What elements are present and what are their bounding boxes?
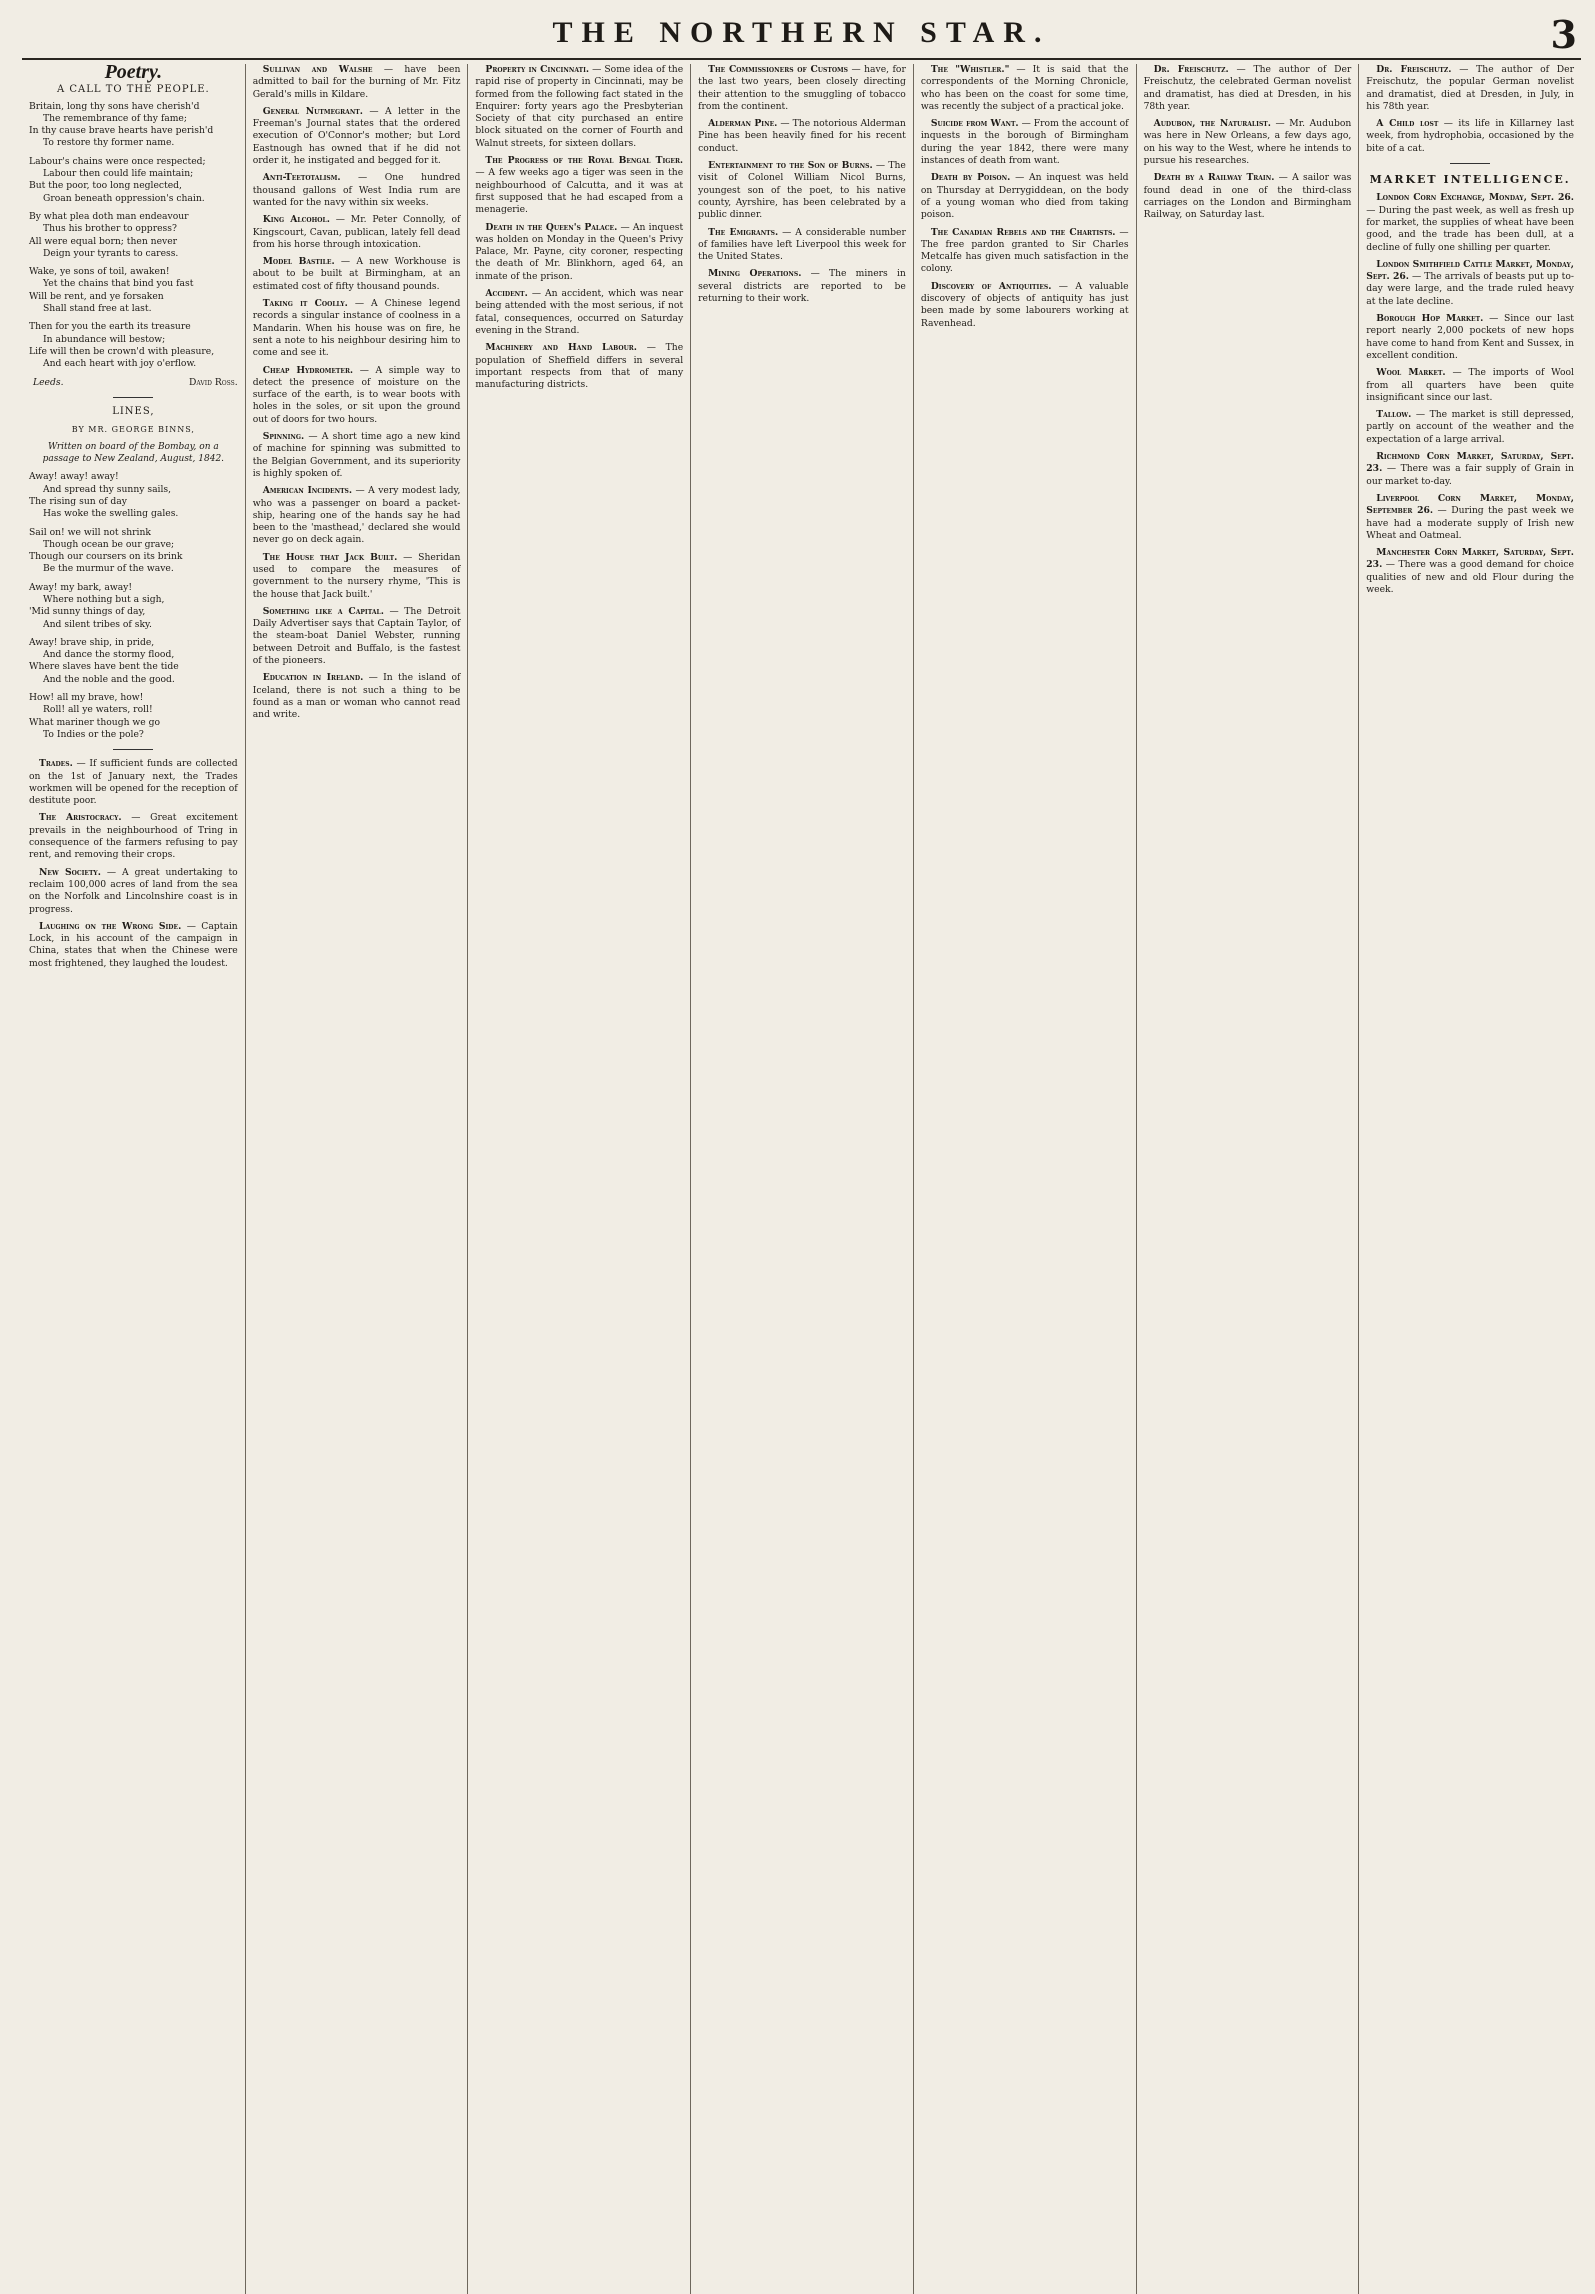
poem-line: By what plea doth man endeavour (29, 210, 189, 222)
poem-line: Then for you the earth its treasure (29, 321, 191, 333)
poem-line: Though our coursers on its brink (29, 551, 183, 563)
article-heading: The Aristocracy. (39, 812, 122, 824)
article-heading: Audubon, the Naturalist. (1153, 118, 1271, 130)
article-heading: Death in the Queen's Palace. (485, 221, 618, 233)
article-heading: Laughing on the Wrong Side. (39, 920, 182, 932)
poem-line: To Indies or the pole? (43, 728, 144, 740)
article-heading: Death by a Railway Train. (1153, 172, 1275, 184)
article-paragraph (253, 214, 461, 251)
article-heading: King Alcohol. (262, 214, 330, 226)
column-5 (913, 64, 1136, 2294)
article-text: — A new Workhouse is about to be built at Birmingham, at an estimated cost of fifty thousand pounds. (252, 256, 461, 292)
poem-line: Life will then be crown'd with pleasure, (29, 345, 215, 357)
article-heading: Education in Ireland. (262, 672, 364, 684)
article-text: — A very modest lady, who was a passenger on board a packet-ship, hearing one of the hands say he had been to the 'masthead,' declared she would never go on deck again. (252, 485, 461, 546)
article-heading: The Canadian Rebels and the Chartists. (930, 226, 1116, 238)
article-text: — It is said that the correspondents of the Morning Chronicle, who has been on the coast for some time, was recently the subject of a practical joke. (920, 64, 1129, 112)
article-paragraph (698, 227, 906, 264)
market-paragraphs (1366, 192, 1574, 596)
article-text: — A letter in the Freeman's Journal states that the ordered execution of O'Connor's mother; but Lord Eastnough has owned that if he did not order it, he instigated and begged for it. (252, 105, 461, 167)
article-heading: London Corn Exchange, Monday, Sept. 26. (1376, 192, 1574, 204)
article-paragraph (475, 222, 683, 283)
article-paragraph (1144, 64, 1352, 113)
article-paragraph (475, 288, 683, 337)
poem-line: The remembrance of thy fame; (43, 112, 187, 124)
article-heading: Borough Hop Market. (1376, 313, 1484, 325)
article-heading: Suicide from Want. (930, 118, 1019, 130)
article-heading: Accident. (485, 288, 528, 300)
article-heading: The "Whistler." (930, 64, 1010, 75)
article-heading: Tallow. (1376, 409, 1412, 421)
article-heading: The Emigrants. (708, 226, 779, 238)
article-paragraph (253, 672, 461, 721)
article-paragraph (475, 342, 683, 391)
poem-place: Leeds. (33, 376, 64, 388)
article-paragraph (1366, 451, 1574, 488)
article-heading: London Smithfield Cattle Market, Monday, Sept. 26. (1366, 258, 1574, 283)
poem-line: How! all my brave, how! (29, 692, 144, 704)
column-3 (467, 64, 690, 2294)
article-text: — A short time ago a new kind of machine for spinning was submitted to the Belgian Government, and its superiority is highly spoken of. (252, 431, 461, 479)
column-1 (22, 64, 245, 2294)
article-paragraph (698, 118, 906, 155)
article-text: — An inquest was held on Thursday at Derrygiddean, on the body of a young woman who died from taking poison. (920, 172, 1129, 221)
article-heading: The Commissioners of Customs (708, 64, 849, 75)
article-text: — have been admitted to bail for the burning of Mr. Fitz Gerald's mills in Kildare. (252, 64, 461, 100)
article-heading: Trades. (39, 758, 73, 770)
article-heading: American Incidents. (262, 485, 353, 497)
article-text: — One hundred thousand gallons of West India rum are wanted for the navy within six weeks. (252, 172, 461, 208)
article-paragraph (253, 365, 461, 426)
article-heading: Death by Poison. (930, 172, 1011, 184)
masthead (22, 10, 1581, 58)
article-paragraph (921, 227, 1129, 276)
article-text: — The market is still depressed, partly on account of the weather and the expectation of a large arrival. (1366, 409, 1574, 445)
poem-body (29, 101, 238, 371)
column-4-paragraphs (698, 64, 906, 305)
article-text: — A few weeks ago a tiger was seen in the neighbourhood of Calcutta, and it was at first supposed that he had escaped from a menagerie. (475, 167, 684, 216)
column-5-paragraphs (921, 64, 1129, 330)
article-paragraph (29, 812, 238, 861)
poem-line: Wake, ye sons of toil, awaken! (29, 266, 170, 278)
poem-stanza (29, 527, 238, 576)
poem-line: Labour then could life maintain; (43, 168, 194, 180)
article-text: — An accident, which was near being attended with the most serious, if not fatal, consequences, occurred on Saturday evening in the Strand. (475, 288, 684, 336)
poem-line: Has woke the swelling gales. (43, 508, 179, 520)
divider (1450, 163, 1490, 164)
poem-line: Thus his brother to oppress? (43, 223, 177, 235)
article-heading: Alderman Pine. (708, 118, 778, 130)
article-paragraph (1366, 313, 1574, 362)
poem-line: And silent tribes of sky. (43, 618, 152, 630)
poem-line: Away! brave ship, in pride, (29, 636, 155, 648)
masthead-rule (22, 58, 1581, 60)
columns (22, 64, 1581, 2294)
poem-line: And the noble and the good. (43, 673, 175, 685)
poem-line: All were equal born; then never (29, 235, 178, 247)
article-text: — An inquest was holden on Monday in the Queen's Privy Palace, Mr. Payne, city coroner, respecting the death of Mr. Blinkhorn, aged 64, an inmate of the prison. (475, 221, 684, 282)
article-heading: The Progress of the Royal Bengal Tiger. (485, 155, 684, 167)
article-text: — A great undertaking to reclaim 100,000 acres of land from the sea on the Norfolk and Lincolnshire coast is in progress. (29, 866, 238, 915)
article-text: — The population of Sheffield differs in several important respects from that of many manufacturing districts. (475, 342, 684, 391)
article-paragraph (253, 64, 461, 101)
article-text: — The free pardon granted to Sir Charles Metcalfe has given much satisfaction in the colony. (920, 226, 1129, 275)
article-heading: Richmond Corn Market, Saturday, Sept. 23. (1366, 451, 1574, 475)
poem-title: A CALL TO THE PEOPLE. (56, 84, 210, 96)
article-paragraph (1366, 367, 1574, 404)
article-paragraph (698, 160, 906, 221)
divider (113, 397, 153, 398)
article-heading: Something like a Capital. (262, 605, 384, 617)
poem-line: Groan beneath oppression's chain. (43, 192, 205, 204)
poem-byline: BY MR. GEORGE BINNS, (71, 425, 195, 435)
article-paragraph (698, 268, 906, 305)
article-text: — There was a fair supply of Grain in our market to-day. (1366, 463, 1574, 487)
article-heading: A Child lost (1376, 118, 1439, 130)
column-7-paragraphs (1366, 64, 1574, 155)
article-heading: Wool Market. (1376, 367, 1446, 379)
article-heading: Property in Cincinnati. (485, 64, 590, 75)
article-heading: Cheap Hydrometer. (262, 364, 354, 376)
poem-line: Away! my bark, away! (29, 581, 133, 593)
article-heading: Discovery of Antiquities. (930, 280, 1052, 292)
article-paragraph (29, 758, 238, 807)
article-paragraph (1366, 118, 1574, 155)
article-paragraph (253, 172, 461, 209)
article-text: — A Chinese legend records a singular instance of coolness in a Mandarin. When his house was on fire, he sent a note to his neighbour desiring him to come and see it. (252, 298, 461, 359)
poem-line: Where nothing but a sigh, (43, 593, 165, 605)
poem-stanza (29, 637, 238, 686)
article-paragraph (475, 155, 683, 216)
poem-stanza (29, 101, 238, 150)
article-heading: Anti-Teetotalism. (262, 172, 341, 184)
article-paragraph (1366, 259, 1574, 308)
article-heading: Manchester Corn Market, Saturday, Sept. 23. (1366, 547, 1574, 571)
article-paragraph (253, 298, 461, 359)
article-text: — The imports of Wool from all quarters have been quite insignificant since our last. (1366, 367, 1574, 403)
poem-stanza (29, 266, 238, 315)
poem-line: Sail on! we will not shrink (29, 526, 151, 538)
article-text: — The arrivals of beasts put up to-day were large, and the trade ruled heavy at the late decline. (1366, 271, 1574, 307)
article-text: — During the past week, as well as fresh up for market, the supplies of wheat have been good, and the trade has been dull, at a decline of fully one shilling per quarter. (1366, 204, 1574, 253)
poem-line: Yet the chains that bind you fast (43, 278, 194, 290)
article-paragraph (29, 921, 238, 970)
poem-line: Labour's chains were once respected; (29, 155, 206, 167)
article-heading: Dr. Freischutz. (1153, 64, 1229, 75)
article-paragraph (1366, 409, 1574, 446)
article-paragraph (475, 64, 683, 150)
article-text: — The author of Der Freischutz, the popular German novelist and dramatist, died at Dresden, in July, in his 78th year. (1366, 64, 1574, 112)
article-text: — Great excitement prevails in the neighbourhood of Tring in consequence of the farmers refusing to pay rent, and removing their crops. (29, 812, 238, 861)
article-heading: Machinery and Hand Labour. (485, 342, 637, 354)
column-2 (245, 64, 468, 2294)
article-text: — The visit of Colonel William Nicol Burns, youngest son of the poet, to his native county, Ayrshire, has been celebrated by a public dinner. (698, 160, 906, 221)
article-paragraph (253, 256, 461, 293)
article-text: — There was a good demand for choice qualities of new and old Flour during the week. (1366, 559, 1574, 595)
article-heading: Dr. Freischutz. (1376, 64, 1452, 75)
poetry-heading: Poetry. (104, 64, 163, 83)
article-heading: Entertainment to the Son of Burns. (708, 160, 873, 172)
article-paragraph (1366, 64, 1574, 113)
poem-line: Be the murmur of the wave. (43, 563, 174, 575)
poem-line: And spread thy sunny sails, (43, 483, 172, 495)
poem-stanza (29, 321, 238, 370)
article-heading: Sullivan and Walshe (262, 64, 373, 75)
article-text: — A simple way to detect the presence of moisture on the surface of the earth, is to wear boots with holes in the soles, or sit upon the ground out of doors for two hours. (252, 364, 461, 425)
article-paragraph (253, 106, 461, 167)
divider (113, 749, 153, 750)
page-number: 3 (1550, 12, 1577, 57)
article-text: — Captain Lock, in his account of the campaign in China, states that when the Chinese were most frightened, they laughed the loudest. (29, 920, 238, 969)
poem-line: Though ocean be our grave; (43, 538, 175, 550)
poem-line: In thy cause brave hearts have perish'd (29, 125, 214, 137)
poem-author: David Ross. (188, 376, 238, 388)
article-text: — Mr. Peter Connolly, of Kingscourt, Cavan, publican, lately fell dead from his horse through intoxication. (252, 214, 461, 250)
article-paragraph (1144, 118, 1352, 167)
column-2-paragraphs (253, 64, 461, 722)
poem-line: To restore thy former name. (43, 137, 175, 149)
article-text: — The author of Der Freischutz, the celebrated German novelist and dramatist, has died at Dresden, in his 78th year. (1143, 64, 1352, 112)
poem-stanza (29, 211, 238, 260)
article-text: — From the account of inquests in the borough of Birmingham during the year 1842, there were many instances of death from want. (920, 118, 1129, 167)
article-heading: Liverpool Corn Market, Monday, September 26. (1366, 492, 1574, 517)
article-text: — If sufficient funds are collected on the 1st of January next, the Trades workmen will be opened for the reception of destitute poor. (29, 758, 238, 807)
article-paragraph (1366, 192, 1574, 253)
article-text: — have, for the last two years, been closely directing their attention to the smuggling of tobacco from the continent. (698, 64, 906, 112)
article-text: — A sailor was found dead in one of the third-class carriages on the London and Birmingham Railway, on Saturday last. (1143, 172, 1352, 221)
article-paragraph (921, 64, 1129, 113)
poem-line: And each heart with joy o'erflow. (43, 358, 197, 370)
article-heading: Spinning. (262, 431, 305, 443)
article-paragraph (1366, 547, 1574, 596)
column-1-paragraphs (29, 758, 238, 970)
poem-line: Shall stand free at last. (43, 303, 152, 315)
article-heading: Mining Operations. (708, 268, 802, 280)
article-text: — The notorious Alderman Pine has been heavily fined for his recent conduct. (698, 118, 906, 154)
poem-line: Deign your tyrants to caress. (43, 247, 179, 259)
poem-line: Britain, long thy sons have cherish'd (29, 100, 200, 112)
poem-line: And dance the stormy flood, (43, 649, 175, 661)
column-6 (1136, 64, 1359, 2294)
article-text: — Some idea of the rapid rise of property in Cincinnati, may be formed from the following fact stated in the Enquirer: forty years ago the Presbyterian Society of that city purchased an entire block situated on the corner of Fourth and Walnut streets, for sixteen dollars. (475, 64, 684, 149)
article-paragraph (253, 485, 461, 546)
poem-line: But the poor, too long neglected, (29, 180, 182, 192)
article-paragraph (253, 431, 461, 480)
newspaper-title: THE NORTHERN STAR. (552, 16, 1051, 49)
article-text: — The miners in several districts are reported to be returning to their work. (698, 268, 906, 305)
article-paragraph (253, 606, 461, 667)
article-paragraph (1144, 172, 1352, 221)
article-heading: Model Bastile. (262, 256, 335, 268)
article-text: — Sheridan used to compare the measures of government to the nursery rhyme, 'This is the house that Jack built.' (252, 551, 461, 600)
poem-stanza (29, 156, 238, 205)
article-text: — Mr. Audubon was here in New Orleans, a few days ago, on his way to the West, where he intends to pursue his researches. (1143, 118, 1352, 167)
article-heading: General Nutmegrant. (262, 105, 363, 117)
poem-line: Will be rent, and ye forsaken (29, 290, 164, 302)
column-3-paragraphs (475, 64, 683, 391)
article-paragraph (29, 867, 238, 916)
article-heading: The House that Jack Built. (262, 551, 398, 563)
poem-stanza (29, 692, 238, 741)
poem-line: What mariner though we go (29, 716, 161, 728)
poem-line: The rising sun of day (29, 495, 127, 507)
poem-line: Away! away! away! (29, 471, 119, 483)
poem-subtitle: Written on board of the Bombay, on a passage to New Zealand, August, 1842. (42, 441, 225, 465)
article-paragraph (698, 64, 906, 113)
column-6-paragraphs (1144, 64, 1352, 222)
poem-stanza (29, 471, 238, 520)
article-text: — In the island of Iceland, there is not such a thing to be found as a man or woman who cannot read and write. (252, 672, 461, 721)
article-text: — its life in Killarney last week, from hydrophobia, occasioned by the bite of a cat. (1366, 118, 1574, 154)
poem-title: LINES, (112, 406, 155, 418)
article-text: — A valuable discovery of objects of antiquity has just been made by some labourers working at Ravenhead. (920, 280, 1129, 329)
article-text: — During the past week we have had a moderate supply of Irish new Wheat and Oatmeal. (1366, 505, 1574, 541)
article-paragraph (253, 552, 461, 601)
column-4 (690, 64, 913, 2294)
article-text: — A considerable number of families have left Liverpool this week for the United States. (698, 226, 906, 263)
article-text: — The Detroit Daily Advertiser says that Captain Taylor, of the steam-boat Daniel Webster, running between Detroit and Buffalo, is the fastest of the pioneers. (252, 605, 461, 667)
column-7 (1358, 64, 1581, 2294)
article-paragraph (921, 118, 1129, 167)
poem-stanza (29, 582, 238, 631)
poem-line: In abundance will bestow; (43, 333, 166, 345)
article-heading: Taking it Coolly. (262, 298, 348, 310)
article-text: — Since our last report nearly 2,000 pockets of new hops have come to hand from Kent and Sussex, in excellent condition. (1366, 313, 1574, 361)
article-paragraph (1366, 493, 1574, 542)
article-heading: New Society. (39, 866, 101, 878)
article-paragraph (921, 281, 1129, 330)
poem-body (29, 471, 238, 741)
article-paragraph (921, 172, 1129, 221)
poem-line: Roll! all ye waters, roll! (43, 704, 153, 716)
poem-line: Where slaves have bent the tide (29, 661, 179, 673)
market-heading: MARKET INTELLIGENCE. (1369, 173, 1571, 187)
poem-line: 'Mid sunny things of day, (29, 606, 146, 618)
